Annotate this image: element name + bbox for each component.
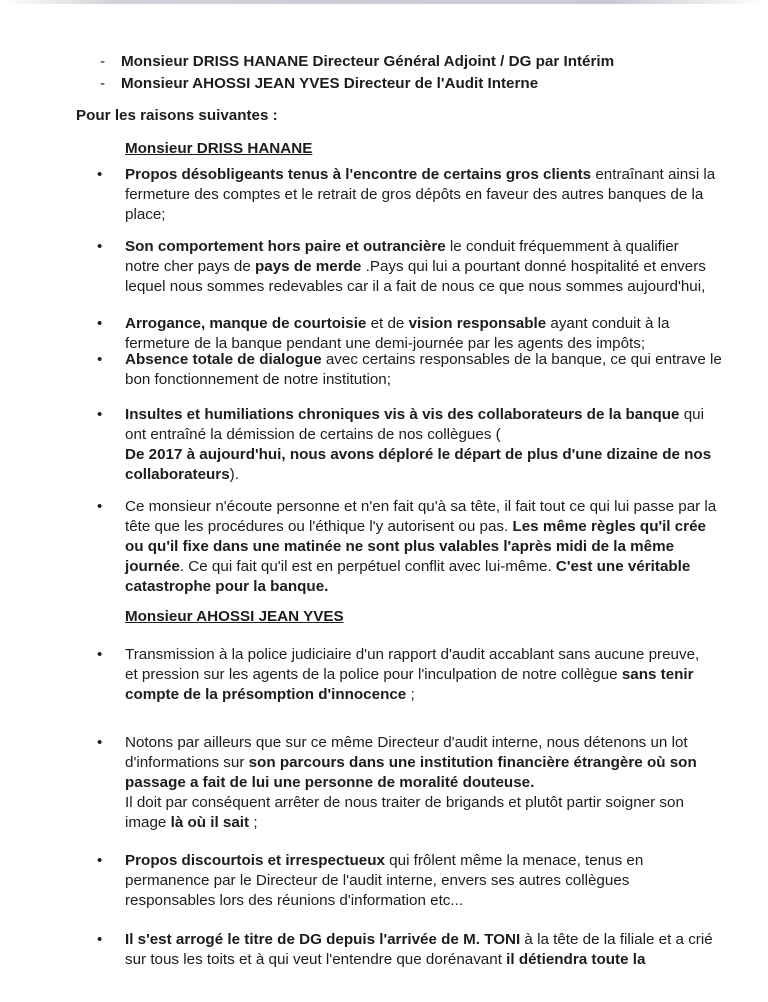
emphasis-text: De 2017 à aujourd'hui, nous avons déploré le départ de plus d'une dizaine de nos <box>125 446 712 463</box>
body-text: notre cher pays de <box>125 258 256 275</box>
emphasis-text: vision responsable <box>408 315 547 332</box>
emphasis-text: Il s'est arrogé le titre de DG depuis l'arrivée de M. TONI <box>125 931 521 948</box>
body-text: sur tous les toits et à qui veut l'entendre que dorénavant <box>125 951 507 968</box>
bullet-icon: • <box>97 646 103 663</box>
emphasis-text: Son comportement hors paire et outrancière <box>125 238 446 255</box>
emphasis-text: passage a fait de lui une personne de moralité douteuse. <box>125 774 535 791</box>
list-item <box>97 405 717 485</box>
body-text: qui <box>679 406 704 423</box>
body-text: avec certains responsables de la banque, ce qui entrave le <box>321 351 722 368</box>
list-item <box>97 497 717 597</box>
emphasis-text: Les même règles qu'il crée <box>512 518 706 535</box>
list-item <box>97 350 722 390</box>
body-text: Ce monsieur n'écoute personne et n'en fait qu'à sa tête, il fait tout ce qui lui passe par la <box>125 498 717 515</box>
dash-item-text: Monsieur DRISS HANANE Directeur Général Adjoint / DG par Intérim <box>121 53 615 70</box>
body-text: fermeture de la banque pendant une demi-journée par les agents des impôts; <box>125 335 646 352</box>
intro-heading: Pour les raisons suivantes : <box>76 107 278 124</box>
emphasis-text: collaborateurs <box>125 466 230 483</box>
scan-top-edge <box>0 0 768 4</box>
emphasis-text: journée <box>125 558 180 575</box>
body-text: fermeture des comptes et le retrait de gros dépôts en faveur des autres banques de la <box>125 186 704 203</box>
list-item <box>97 733 717 833</box>
body-text: d'informations sur <box>125 754 249 771</box>
body-text: et pression sur les agents de la police pour l'inculpation de notre collègue <box>125 666 622 683</box>
emphasis-text: là où il sait <box>170 814 250 831</box>
bullet-icon: • <box>97 852 103 869</box>
list-item <box>97 314 717 354</box>
emphasis-text: compte de la présomption d'innocence <box>125 686 407 703</box>
body-text: ont entraîné la démission de certains de nos collègues ( <box>125 426 501 443</box>
bullet-icon: • <box>97 734 103 751</box>
list-item <box>97 645 717 705</box>
dash-marker: - <box>100 75 106 92</box>
emphasis-text: il détiendra toute la <box>506 951 646 968</box>
body-text: ; <box>249 814 258 831</box>
body-text: permanence par le Directeur de l'audit interne, envers ses autres collègues <box>125 872 630 889</box>
emphasis-text: ou qu'il fixe dans une matinée ne sont plus valables l'après midi de la même <box>125 538 675 555</box>
bullet-icon: • <box>97 406 103 423</box>
body-text: le conduit fréquemment à qualifier <box>445 238 679 255</box>
section-heading-driss: Monsieur DRISS HANANE <box>125 140 313 157</box>
emphasis-text: sans tenir <box>621 666 694 683</box>
list-item <box>97 237 717 297</box>
section-heading-ahossi: Monsieur AHOSSI JEAN YVES <box>125 608 344 625</box>
body-text: qui frôlent même la menace, tenus en <box>384 852 644 869</box>
list-item <box>97 165 717 225</box>
body-text: ). <box>229 466 239 483</box>
bullet-icon: • <box>97 351 103 368</box>
emphasis-text: Arrogance, manque de courtoisie <box>125 315 367 332</box>
body-text: . Ce qui fait qu'il est en perpétuel conflit avec lui-même. <box>179 558 556 575</box>
body-text: .Pays qui lui a pourtant donné hospitalité et envers <box>361 258 706 275</box>
body-text: bon fonctionnement de notre institution; <box>125 371 391 388</box>
dash-item-text: Monsieur AHOSSI JEAN YVES Directeur de l'Audit Interne <box>121 75 539 92</box>
emphasis-text: catastrophe pour la banque. <box>125 578 329 595</box>
emphasis-text: Propos désobligeants tenus à l'encontre de certains gros clients <box>125 166 592 183</box>
emphasis-text: Propos discourtois et irrespectueux <box>125 852 385 869</box>
bullet-icon: • <box>97 238 103 255</box>
list-item <box>97 851 717 911</box>
bullet-icon: • <box>97 166 103 183</box>
emphasis-text: C'est une véritable <box>555 558 691 575</box>
bullet-icon: • <box>97 498 103 515</box>
body-text: à la tête de la filiale et a crié <box>520 931 713 948</box>
body-text: ; <box>406 686 415 703</box>
body-text: tête que les procédures ou l'éthique l'y autorisent ou pas. <box>125 518 513 535</box>
body-text: et de <box>366 315 409 332</box>
emphasis-text: Absence totale de dialogue <box>125 351 322 368</box>
emphasis-text: son parcours dans une institution financière étrangère où son <box>248 754 697 771</box>
body-text: Notons par ailleurs que sur ce même Directeur d'audit interne, nous détenons un lot <box>125 734 688 751</box>
list-item <box>97 930 717 970</box>
body-text: ayant conduit à la <box>546 315 670 332</box>
emphasis-text: Insultes et humiliations chroniques vis à vis des collaborateurs de la banque <box>125 406 680 423</box>
dash-marker: - <box>100 53 106 70</box>
body-text: lequel nous sommes redevables car il a fait de nous ce que nous sommes aujourd'hui, <box>125 278 706 295</box>
body-text: Il doit par conséquent arrêter de nous traiter de brigands et plutôt partir soigner son <box>125 794 684 811</box>
body-text: place; <box>125 206 166 223</box>
body-text: image <box>125 814 171 831</box>
body-text: Transmission à la police judiciaire d'un rapport d'audit accablant sans aucune preuve, <box>125 646 700 663</box>
bullet-icon: • <box>97 315 103 332</box>
emphasis-text: pays de merde <box>255 258 362 275</box>
bullet-icon: • <box>97 931 103 948</box>
body-text: responsables lors des réunions d'information etc... <box>125 892 464 909</box>
body-text: entraînant ainsi la <box>591 166 716 183</box>
